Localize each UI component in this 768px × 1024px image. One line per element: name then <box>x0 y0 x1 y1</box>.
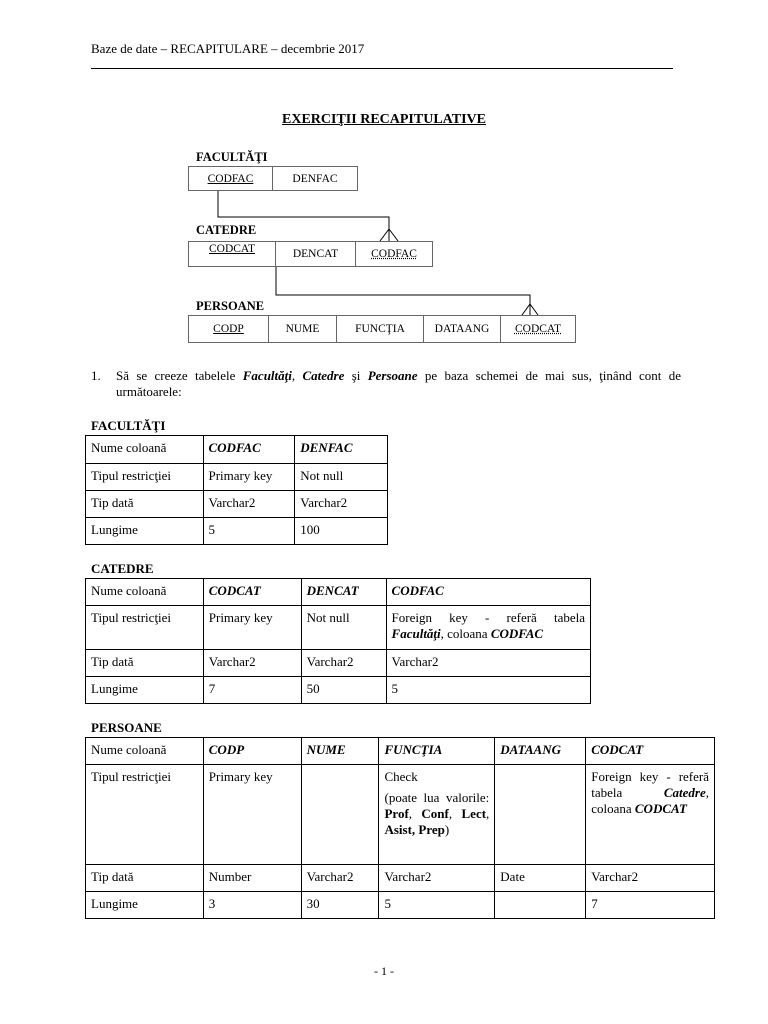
exercise-text: Să se creeze tabelele Facultăţi, Catedre şi Persoane pe baza schemei de mai sus, ţinând cont de următoarele: <box>116 368 682 399</box>
cell: Not null <box>295 464 388 491</box>
table-row <box>86 518 388 545</box>
check-label: Check <box>384 769 418 784</box>
entity-box-persoane <box>188 315 576 343</box>
cell: CODP <box>203 738 301 765</box>
cell: Lungime <box>86 677 204 704</box>
table-persoane <box>85 737 715 919</box>
cell: CODFAC <box>203 436 295 464</box>
cell: Not null <box>301 606 386 650</box>
attr-codcat: CODCAT <box>189 242 276 266</box>
cell: Tip dată <box>86 491 204 518</box>
table-row <box>86 491 388 518</box>
exercise-number: 1. <box>91 368 101 383</box>
table-row <box>86 765 715 865</box>
attr-functia: FUNCŢIA <box>337 316 424 342</box>
check-values: (poate lua valorile: Prof, Conf, Lect, Asist, Prep) <box>384 790 490 837</box>
check-cell <box>379 765 495 865</box>
cell: Lungime <box>86 892 204 919</box>
attr-dataang: DATAANG <box>424 316 501 342</box>
cell: Nume coloană <box>86 738 204 765</box>
cell: CODFAC <box>386 579 590 606</box>
cell: 5 <box>203 518 295 545</box>
cell: Tipul restricţiei <box>86 464 204 491</box>
table-row <box>86 650 591 677</box>
crowfoot-right <box>389 229 398 241</box>
cell: Varchar2 <box>586 865 715 892</box>
cell <box>495 892 586 919</box>
cell: 3 <box>203 892 301 919</box>
table-row <box>86 606 591 650</box>
cell <box>495 765 586 865</box>
table-row <box>86 436 388 464</box>
cell: DENCAT <box>301 579 386 606</box>
attr-codfac-fk: CODFAC <box>371 248 417 260</box>
attr-codcat-fk: CODCAT <box>514 323 561 335</box>
cell: 7 <box>586 892 715 919</box>
cell: Varchar2 <box>203 650 301 677</box>
attr-codp: CODP <box>189 316 269 342</box>
cell: Lungime <box>86 518 204 545</box>
cell: Nume coloană <box>86 436 204 464</box>
table-facultati <box>85 435 388 545</box>
cell: Varchar2 <box>386 650 590 677</box>
cell: FUNCŢIA <box>379 738 495 765</box>
cell: CODCAT <box>203 579 301 606</box>
exercise-1 <box>91 368 681 400</box>
table-row <box>86 464 388 491</box>
cell: Tipul restricţiei <box>86 606 204 650</box>
entity-box-facultati <box>188 166 358 191</box>
cell: 30 <box>301 892 379 919</box>
crowfoot-left <box>380 229 389 241</box>
page-number: - 1 - <box>374 964 394 978</box>
cell: 50 <box>301 677 386 704</box>
page-title: EXERCIŢII RECAPITULATIVE <box>282 112 486 127</box>
table-row <box>86 579 591 606</box>
cell: DENFAC <box>295 436 388 464</box>
fk-cell-catedre: Foreign key - referă tabela Facultăţi, coloana CODFAC <box>386 606 590 650</box>
table-row <box>86 892 715 919</box>
attr-denfac: DENFAC <box>292 172 338 185</box>
table-catedre <box>85 578 591 704</box>
cell: Primary key <box>203 606 301 650</box>
cell: Primary key <box>203 765 301 865</box>
cell: 5 <box>386 677 590 704</box>
attr-nume: NUME <box>269 316 337 342</box>
table-label-catedre: CATEDRE <box>91 561 154 576</box>
cell: Primary key <box>203 464 295 491</box>
crowfoot-left <box>522 304 530 315</box>
table-row <box>86 677 591 704</box>
cell: DATAANG <box>495 738 586 765</box>
running-header: Baze de date – RECAPITULARE – decembrie 2017 <box>91 41 365 56</box>
attr-codfac: CODFAC <box>189 167 273 190</box>
diagram-label-persoane: PERSOANE <box>196 299 265 313</box>
fk-line-catedre-persoane <box>276 267 530 315</box>
cell: NUME <box>301 738 379 765</box>
attr-dencat: DENCAT <box>276 242 356 266</box>
cell <box>301 765 379 865</box>
cell: Tip dată <box>86 650 204 677</box>
table-row <box>86 865 715 892</box>
diagram-label-catedre: CATEDRE <box>196 223 257 237</box>
cell: Varchar2 <box>203 491 295 518</box>
cell: Number <box>203 865 301 892</box>
table-label-facultati: FACULTĂŢI <box>91 418 166 433</box>
cell: Varchar2 <box>379 865 495 892</box>
cell: Tipul restricţiei <box>86 765 204 865</box>
cell: Varchar2 <box>301 865 379 892</box>
entity-box-catedre <box>188 241 433 267</box>
cell: Varchar2 <box>301 650 386 677</box>
relationship-lines <box>0 0 768 360</box>
cell: Date <box>495 865 586 892</box>
cell: Varchar2 <box>295 491 388 518</box>
cell: 7 <box>203 677 301 704</box>
table-label-persoane: PERSOANE <box>91 720 162 735</box>
cell: Tip dată <box>86 865 204 892</box>
cell: 5 <box>379 892 495 919</box>
diagram-label-facultati: FACULTĂŢI <box>196 150 268 164</box>
fk-cell-persoane: Foreign key - referă tabela Catedre, coloana CODCAT <box>586 765 715 865</box>
crowfoot-right <box>530 304 538 315</box>
cell: 100 <box>295 518 388 545</box>
cell: CODCAT <box>586 738 715 765</box>
cell: Nume coloană <box>86 579 204 606</box>
table-row <box>86 738 715 765</box>
